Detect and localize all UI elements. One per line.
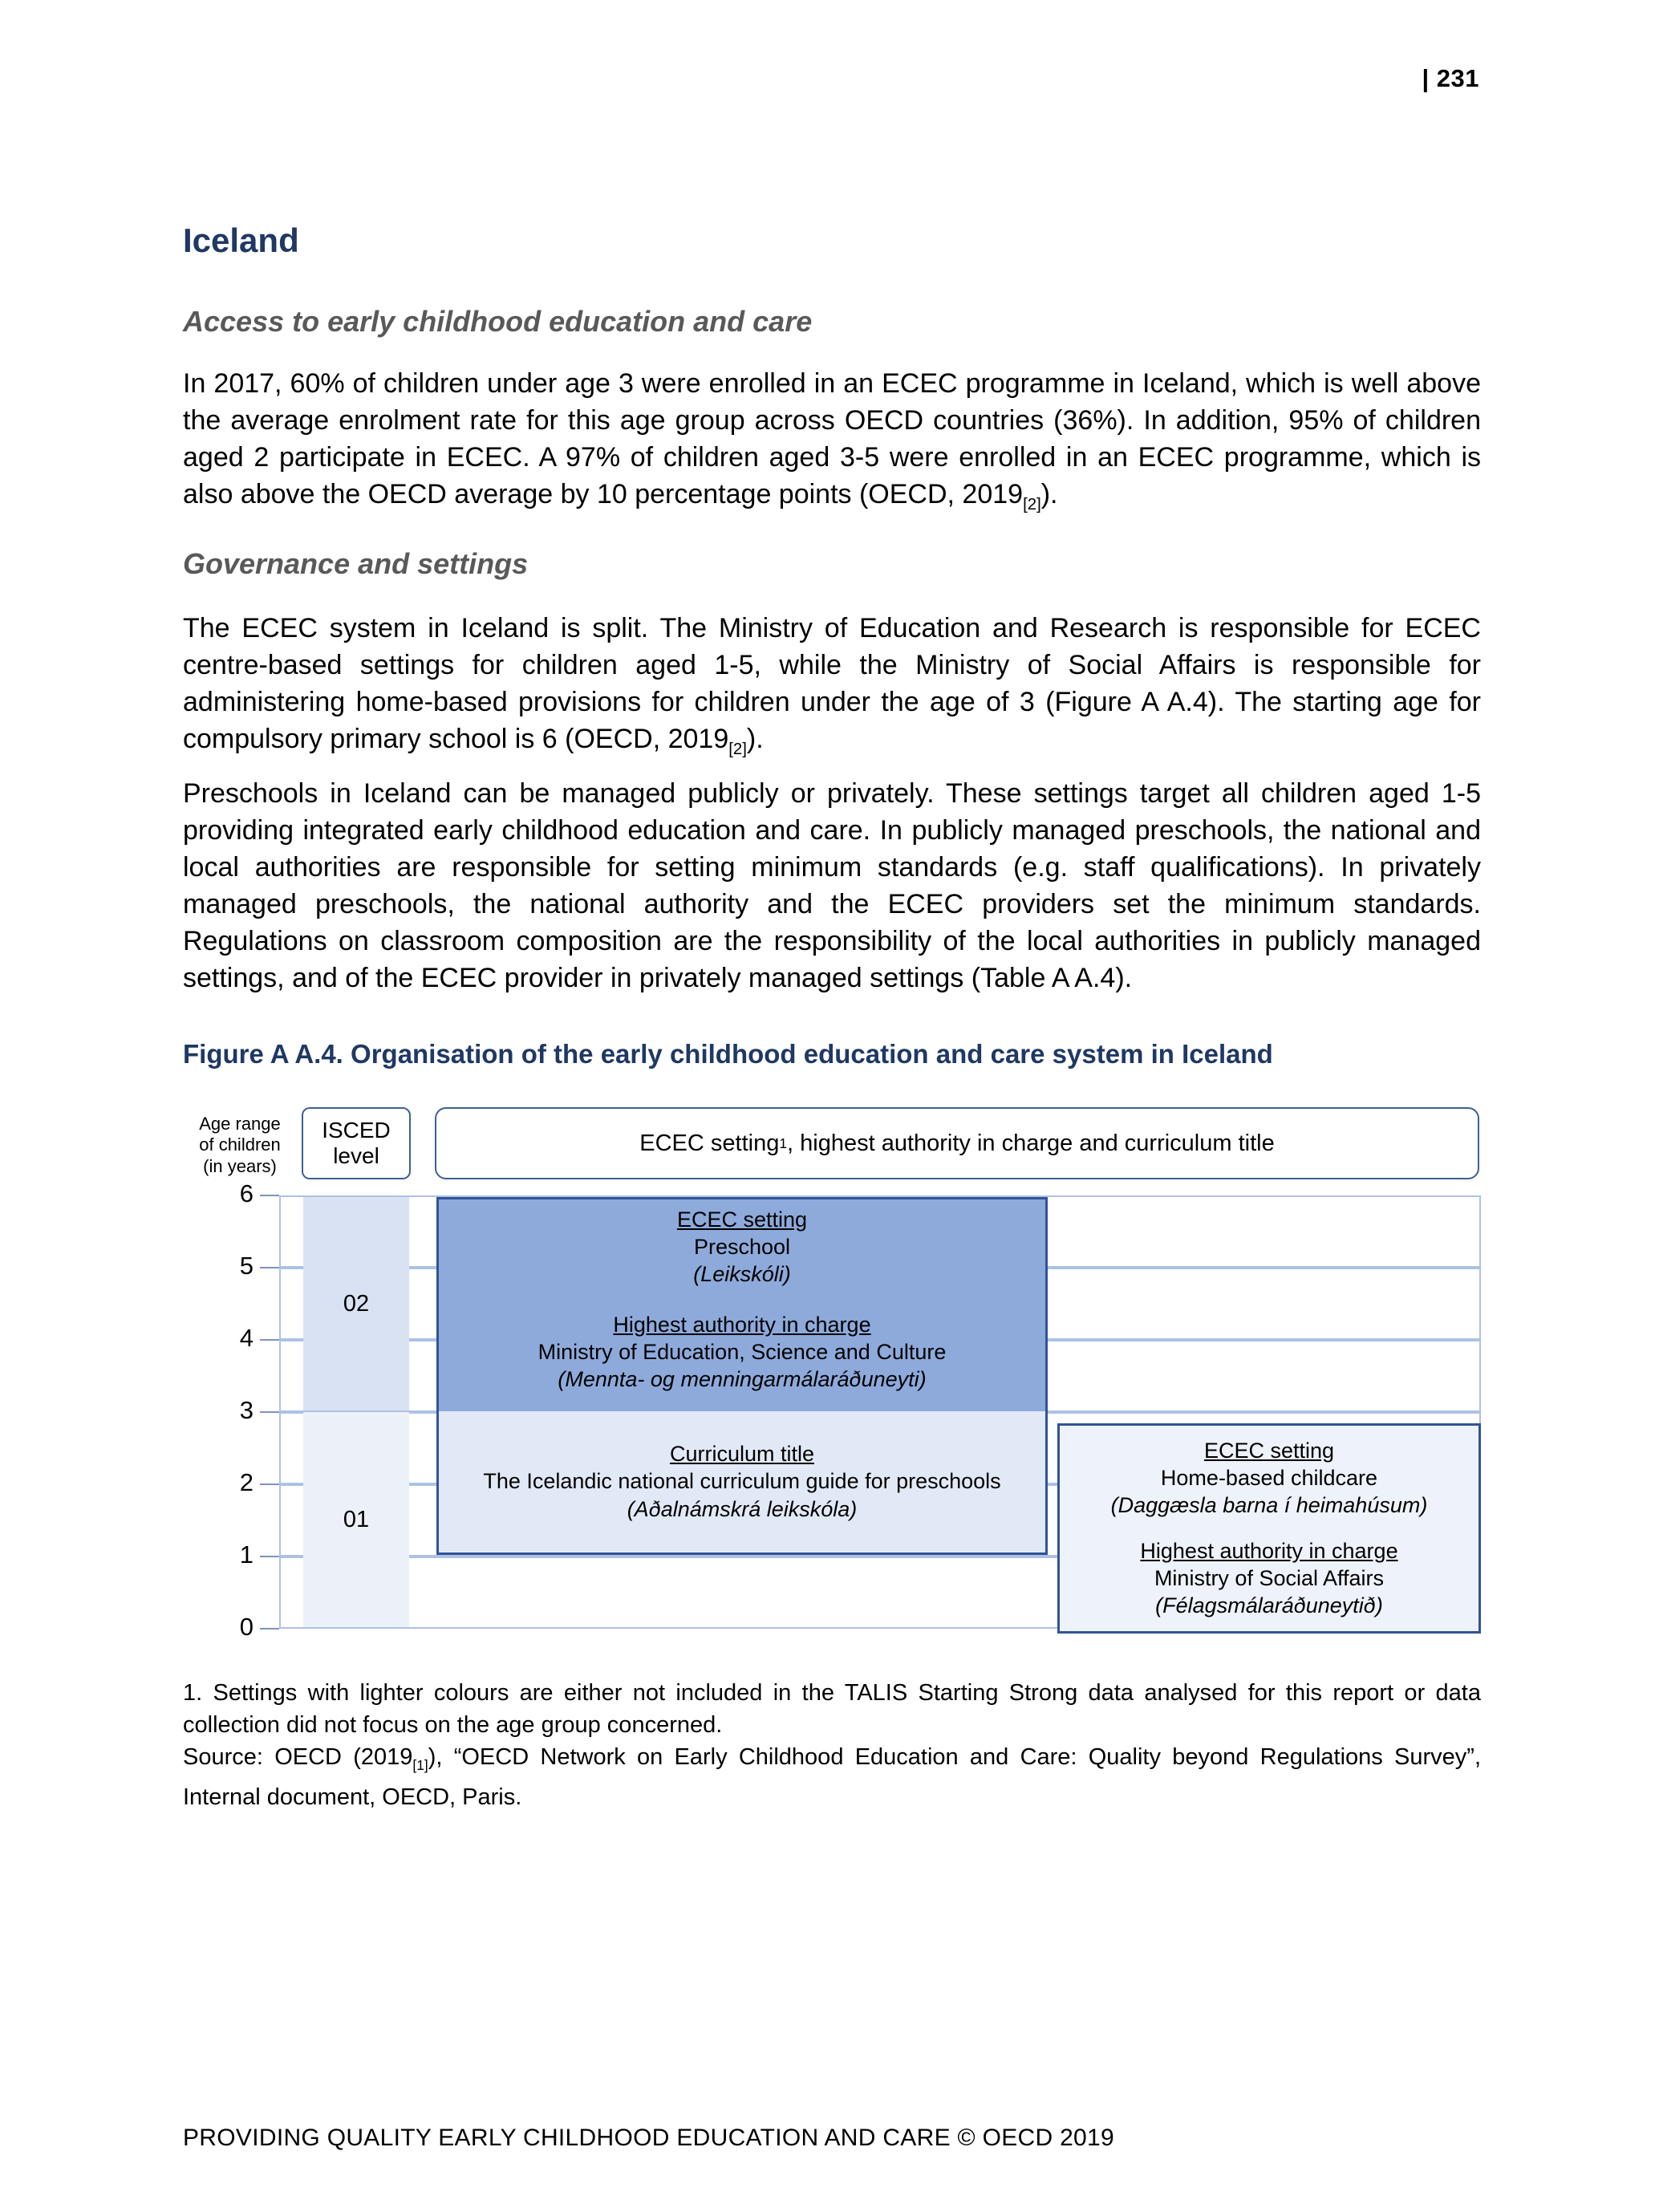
country-heading: Iceland — [183, 221, 299, 259]
authority-native-name: (Mennta- og menningarmálaráðuneyti) — [558, 1367, 927, 1392]
age-axis-label: 2 — [239, 1468, 254, 1496]
citation-subscript: [2] — [728, 740, 747, 758]
axis-tick — [260, 1267, 279, 1268]
authority-native-name: (Félagsmálaráðuneytið) — [1155, 1593, 1383, 1618]
axis-tick — [260, 1628, 279, 1630]
paragraph-text-segment: In 2017, 60% of children under age 3 were enrolled in an ECEC programme in Iceland, which is well above the average enrolment rate for this age group across OECD countries (36%). In addition, 95% of children aged 2 participate in ECEC. A 97% of children aged 3-5 were enrolled in an ECEC programme, which is also above the OECD average by 10 percentage points (OECD, 2019 — [183, 368, 1481, 509]
authority-heading: Highest authority in charge — [1140, 1539, 1398, 1563]
age-axis-caption-line: Age range — [199, 1114, 281, 1134]
page-number — [1422, 64, 1479, 93]
isced-header-line: ISCED — [322, 1117, 391, 1143]
column-header-text: ECEC setting — [639, 1130, 780, 1156]
page-number-text: | 231 — [1422, 64, 1479, 92]
age-axis-label: 5 — [239, 1252, 254, 1280]
isced-level-02-label: 02 — [343, 1290, 370, 1317]
isced-level-02-box — [303, 1197, 409, 1410]
ecec-setting-heading: ECEC setting — [676, 1207, 808, 1232]
axis-tick — [260, 1483, 279, 1485]
source-text-segment: ), “OECD Network on Early Childhood Education and Care: Quality beyond Regulations Survey”, Internal document, OECD, Paris. — [183, 1744, 1482, 1810]
column-header-text: , highest authority in charge and curriculum title — [787, 1130, 1275, 1156]
age-axis-label: 3 — [239, 1396, 254, 1424]
isced-level-01-box — [303, 1412, 409, 1627]
ecec-setting-heading: ECEC setting — [1203, 1438, 1335, 1463]
ecec-setting-name: Preschool — [693, 1235, 791, 1260]
source-text-segment: Source: OECD (2019 — [183, 1744, 413, 1770]
age-axis-label: 6 — [239, 1179, 254, 1207]
section-heading-governance: Governance and settings — [183, 547, 529, 580]
figure-footnote: 1. Settings with lighter colours are either not included in the TALIS Starting Strong data analysed for this report or data collection did not focus on the age group concerned. — [183, 1680, 1481, 1738]
ecec-setting-name: Home-based childcare — [1160, 1465, 1378, 1490]
age-axis-label: 0 — [239, 1613, 254, 1641]
authority-name: Ministry of Social Affairs — [1154, 1566, 1385, 1591]
axis-tick — [260, 1195, 279, 1196]
age-axis-label: 4 — [239, 1324, 254, 1352]
figure-title: Figure A A.4. Organisation of the early childhood education and care system in Iceland — [183, 1039, 1273, 1069]
curriculum-heading: Curriculum title — [669, 1442, 815, 1467]
home-based-childcare-box — [1057, 1423, 1481, 1634]
paragraph-governance-1 — [183, 610, 1481, 768]
paragraph-text-segment: ). — [746, 724, 764, 754]
ecec-setting-native-name: (Leikskóli) — [693, 1262, 791, 1287]
figure-notes — [183, 1677, 1481, 1813]
citation-subscript: [2] — [1023, 495, 1041, 513]
ecec-setting-native-name: (Daggæsla barna í heimahúsum) — [1110, 1492, 1428, 1517]
citation-subscript: [1] — [412, 1756, 428, 1773]
footnote-marker: 1 — [779, 1134, 788, 1151]
paragraph-governance-2: Preschools in Iceland can be managed publicly or privately. These settings target all children aged 1-5 providing integrated early childhood education and care. In publicly managed preschools, the national and local authorities are responsible for setting minimum standards (e.g. staff qualifications). In privately managed preschools, the national authority and the ECEC providers set the minimum standards. Regulations on classroom composition are the responsibility of the local authorities in publicly managed settings, and of the ECEC provider in privately managed settings (Table A A.4). — [183, 778, 1481, 993]
axis-tick — [260, 1339, 279, 1341]
axis-tick — [260, 1411, 279, 1413]
age-axis-caption-line: of children — [199, 1134, 281, 1155]
section-heading-access: Access to early childhood education and care — [183, 305, 813, 338]
paragraph-text-segment: The ECEC system in Iceland is split. The Ministry of Education and Research is responsible for ECEC centre-based settings for children aged 1-5, while the Ministry of Social Affairs is responsible for administering home-based provisions for children under the age of 3 (Figure A A.4). The starting age for compulsory primary school is 6 (OECD, 2019 — [183, 613, 1481, 754]
isced-header-line: level — [333, 1143, 379, 1168]
age-axis-label: 1 — [239, 1540, 254, 1569]
figure-column-header — [435, 1107, 1479, 1179]
page-footer: PROVIDING QUALITY EARLY CHILDHOOD EDUCATION AND CARE © OECD 2019 — [183, 2125, 1115, 2151]
paragraph-text-segment: ). — [1040, 479, 1058, 509]
authority-heading: Highest authority in charge — [613, 1313, 871, 1337]
age-axis-caption-line: (in years) — [203, 1155, 277, 1176]
preschool-setting-upper — [439, 1199, 1045, 1411]
isced-level-01-label: 01 — [343, 1506, 370, 1532]
curriculum-native-name: (Aðalnámskrá leikskóla) — [627, 1496, 858, 1521]
figure-source — [183, 1741, 1481, 1813]
curriculum-name: The Icelandic national curriculum guide for preschools — [483, 1469, 1001, 1494]
paragraph-access — [183, 365, 1481, 523]
figure-diagram — [183, 1106, 1481, 1667]
axis-tick — [260, 1556, 279, 1557]
isced-level-header — [302, 1107, 411, 1179]
preschool-setting-box — [436, 1197, 1048, 1555]
authority-name: Ministry of Education, Science and Culture — [537, 1340, 947, 1365]
preschool-curriculum-lower — [439, 1411, 1045, 1552]
age-axis-caption — [183, 1114, 297, 1177]
